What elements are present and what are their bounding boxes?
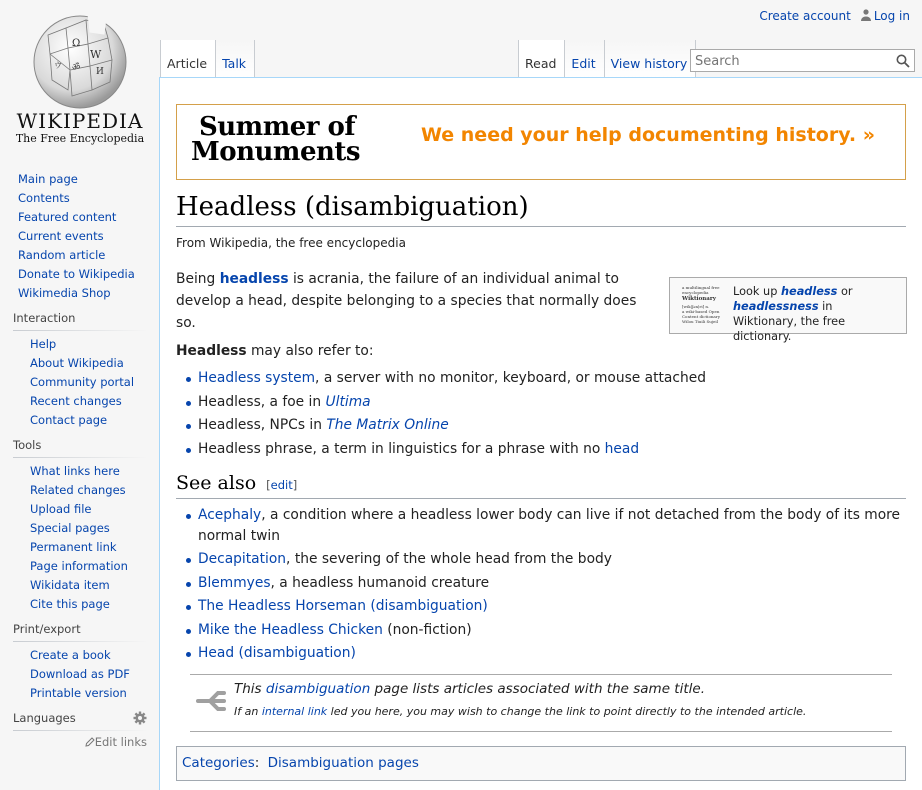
site-subtitle: From Wikipedia, the free encyclopedia	[176, 236, 406, 250]
meanings-list	[176, 368, 906, 460]
sidebar-item-community-portal[interactable]: Community portal	[30, 375, 135, 389]
disambiguation-line1-post: page lists articles associated with the same title.	[370, 681, 705, 697]
main-content	[159, 77, 922, 790]
sidebar-item-page-information[interactable]: Page information	[30, 559, 128, 573]
sidebar-item-main-page[interactable]: Main page	[18, 172, 78, 186]
wiktionary-pre: Look up	[733, 285, 781, 298]
list-item-text: (non-fiction)	[382, 621, 472, 638]
tab-read-label: Read	[525, 56, 557, 71]
decapitation-link[interactable]: Decapitation	[198, 551, 287, 567]
wiktionary-logo-foot: Wilou Tiuili Sujeil	[682, 319, 718, 324]
wiktionary-logo	[682, 285, 722, 327]
sidebar-item-wikidata-item[interactable]: Wikidata item	[30, 578, 110, 592]
tab-read[interactable]	[518, 40, 565, 78]
gear-icon[interactable]	[133, 711, 147, 725]
matrix-online-link[interactable]: The Matrix Online	[326, 417, 449, 433]
svg-text:ॐ: ॐ	[72, 63, 81, 73]
list-item	[198, 439, 906, 460]
disambiguation-link[interactable]: disambiguation	[265, 681, 371, 697]
sidebar-item-contents[interactable]: Contents	[18, 191, 70, 205]
sidebar-item-recent-changes[interactable]: Recent changes	[30, 394, 122, 408]
list-item-text: Headless phrase, a term in linguistics for a phrase with no	[198, 440, 605, 457]
list-item	[198, 505, 906, 547]
sidebar	[0, 170, 160, 757]
disambiguation-line2-pre: If an	[234, 705, 262, 718]
wiktionary-box	[669, 277, 907, 343]
edit-links[interactable]	[12, 735, 147, 749]
internal-link-link[interactable]: internal link	[261, 705, 328, 718]
banner-logo-line1: Summer of	[199, 112, 356, 142]
blemmyes-link[interactable]: Blemmyes	[198, 574, 271, 591]
languages-heading-row	[13, 711, 147, 731]
may-refer-bold: Headless	[176, 343, 247, 359]
login-wrapper	[861, 9, 910, 23]
list-item	[198, 368, 906, 389]
sidebar-item-donate[interactable]: Donate to Wikipedia	[18, 267, 135, 281]
sidebar-item-printable-version[interactable]: Printable version	[30, 686, 127, 700]
edit-section-link[interactable]: edit	[270, 477, 293, 492]
personal-tools	[759, 9, 910, 23]
languages-heading: Languages	[13, 711, 76, 725]
sidebar-item-random-article[interactable]: Random article	[18, 248, 106, 262]
search-icon[interactable]	[896, 54, 910, 68]
wiktionary-link-headless[interactable]: headless	[780, 285, 838, 298]
tab-talk[interactable]	[216, 40, 255, 78]
edit-section: [edit]	[266, 477, 298, 492]
see-also-list	[176, 505, 906, 665]
disambiguation-line1-pre: This	[234, 681, 266, 697]
sidebar-item-special-pages[interactable]: Special pages	[30, 521, 110, 535]
intro-pre: Being	[176, 271, 220, 287]
sidebar-item-create-book[interactable]: Create a book	[30, 648, 111, 662]
sidebar-item-current-events[interactable]: Current events	[18, 229, 104, 243]
intro-post: is acrania, the failure of an individual animal to develop a head, despite belonging to a species that normally does so.	[176, 271, 637, 331]
svg-text:И: И	[96, 67, 104, 77]
headless-horseman-link[interactable]: The Headless Horseman (disambiguation)	[198, 598, 488, 614]
banner-logo	[191, 112, 361, 167]
head-link[interactable]: head	[604, 440, 640, 457]
sidebar-item-what-links-here[interactable]: What links here	[30, 464, 120, 478]
tools-portal	[12, 438, 147, 614]
headless-link[interactable]: headless	[219, 271, 289, 287]
list-item	[198, 549, 906, 570]
category-links	[176, 746, 906, 781]
disambiguation-line1	[234, 681, 705, 697]
tab-view-history[interactable]	[605, 40, 697, 78]
mike-headless-chicken-link[interactable]: Mike the Headless Chicken	[198, 621, 383, 638]
navigation-portal	[12, 170, 147, 303]
search-input[interactable]	[691, 51, 887, 72]
list-item	[198, 620, 906, 641]
tab-article-label: Article	[167, 56, 208, 71]
may-refer-paragraph	[176, 340, 906, 362]
tab-edit[interactable]	[565, 40, 604, 78]
disambiguation-line2-post: led you here, you may wish to change the link to point directly to the intended article.	[327, 705, 807, 718]
list-item-text: , a condition where a headless lower body can live if not detached from the body of its more normal twin	[198, 506, 901, 544]
page-title: Headless (disambiguation)	[176, 192, 906, 227]
login-link[interactable]: Log in	[873, 9, 910, 23]
list-item-text: , the severing of the whole head from the body	[286, 551, 612, 567]
wikipedia-logo[interactable]	[12, 10, 148, 160]
print-heading: Print/export	[13, 622, 147, 642]
wiktionary-logo-top: a multilingual free encyclopedia	[682, 285, 720, 295]
see-also-heading	[176, 472, 906, 499]
sidebar-item-help[interactable]: Help	[30, 337, 57, 351]
search-box	[690, 49, 915, 72]
wiktionary-post: in Wiktionary, the free dictionary.	[733, 300, 846, 343]
categories-link[interactable]: Categories	[182, 755, 255, 771]
tab-talk-label: Talk	[222, 56, 247, 71]
svg-text:ウ: ウ	[54, 61, 62, 70]
wiktionary-logo-phonetic: [wik|ʃən|ri] n.	[682, 304, 710, 309]
list-item-text: , a headless humanoid creature	[270, 574, 490, 591]
category-disambiguation-pages[interactable]: Disambiguation pages	[267, 755, 419, 771]
list-item	[198, 596, 906, 617]
user-icon	[861, 9, 871, 21]
list-item-text: Headless, NPCs in	[198, 417, 327, 433]
sidebar-item-featured-content[interactable]: Featured content	[18, 210, 117, 224]
svg-text:Ω: Ω	[72, 38, 81, 49]
intro-paragraph	[176, 268, 646, 334]
wiktionary-mid: or	[837, 285, 853, 298]
ultima-link[interactable]: Ultima	[325, 393, 371, 410]
headless-system-link[interactable]: Headless system	[198, 370, 316, 386]
tab-article[interactable]	[160, 40, 216, 78]
disambiguation-icon	[196, 689, 226, 713]
may-refer-rest: may also refer to:	[246, 343, 374, 359]
sidebar-item-about[interactable]: About Wikipedia	[30, 356, 124, 370]
namespace-tabs	[160, 40, 255, 78]
list-item-text: Headless, a foe in	[198, 393, 326, 410]
wikipedia-wordmark: WIKIPEDIA	[16, 109, 144, 133]
categories-colon: :	[254, 755, 264, 771]
sidebar-item-upload-file[interactable]: Upload file	[30, 502, 92, 516]
interaction-portal	[12, 311, 147, 430]
sidebar-item-cite-this-page[interactable]: Cite this page	[30, 597, 110, 611]
svg-text:W: W	[90, 48, 102, 61]
wiktionary-logo-title: Wiktionary	[682, 296, 716, 302]
list-item	[198, 573, 906, 594]
disambiguation-line2	[234, 705, 806, 718]
create-account-link[interactable]: Create account	[759, 9, 851, 23]
banner-message[interactable]: We need your help documenting history. »	[421, 124, 875, 146]
wiktionary-logo-desc: a wiki-based Open Content dictionary	[682, 309, 720, 319]
disambiguation-notice	[190, 674, 892, 732]
list-item-text: , a server with no monitor, keyboard, or mouse attached	[315, 370, 706, 386]
wikipedia-tagline: The Free Encyclopedia	[15, 132, 145, 145]
wiktionary-link-headlessness[interactable]: headlessness	[733, 300, 819, 313]
head-disambiguation-link[interactable]: Head (disambiguation)	[198, 645, 356, 661]
sidebar-item-permanent-link[interactable]: Permanent link	[30, 540, 117, 554]
pencil-icon	[85, 737, 95, 747]
banner-logo-line2: Monuments	[191, 137, 361, 167]
view-tabs	[518, 40, 696, 78]
languages-portal	[12, 711, 147, 749]
edit-links-label: Edit links	[94, 735, 147, 749]
tab-view-history-label: View history	[610, 56, 688, 71]
sidebar-item-contact-page[interactable]: Contact page	[30, 413, 108, 427]
sidebar-item-related-changes[interactable]: Related changes	[30, 483, 126, 497]
print-portal	[12, 622, 147, 703]
see-also-title: See also	[176, 471, 257, 494]
acephaly-link[interactable]: Acephaly	[198, 506, 262, 523]
tools-heading: Tools	[13, 438, 147, 458]
summer-of-monuments-banner[interactable]	[176, 104, 906, 180]
puzzle-globe-icon	[28, 10, 132, 110]
list-item	[198, 643, 906, 664]
sidebar-item-download-pdf[interactable]: Download as PDF	[30, 667, 130, 681]
list-item	[198, 415, 906, 436]
sidebar-item-wikimedia-shop[interactable]: Wikimedia Shop	[18, 286, 111, 300]
list-item	[198, 392, 906, 413]
interaction-heading: Interaction	[13, 311, 147, 331]
tab-edit-label: Edit	[571, 56, 596, 71]
